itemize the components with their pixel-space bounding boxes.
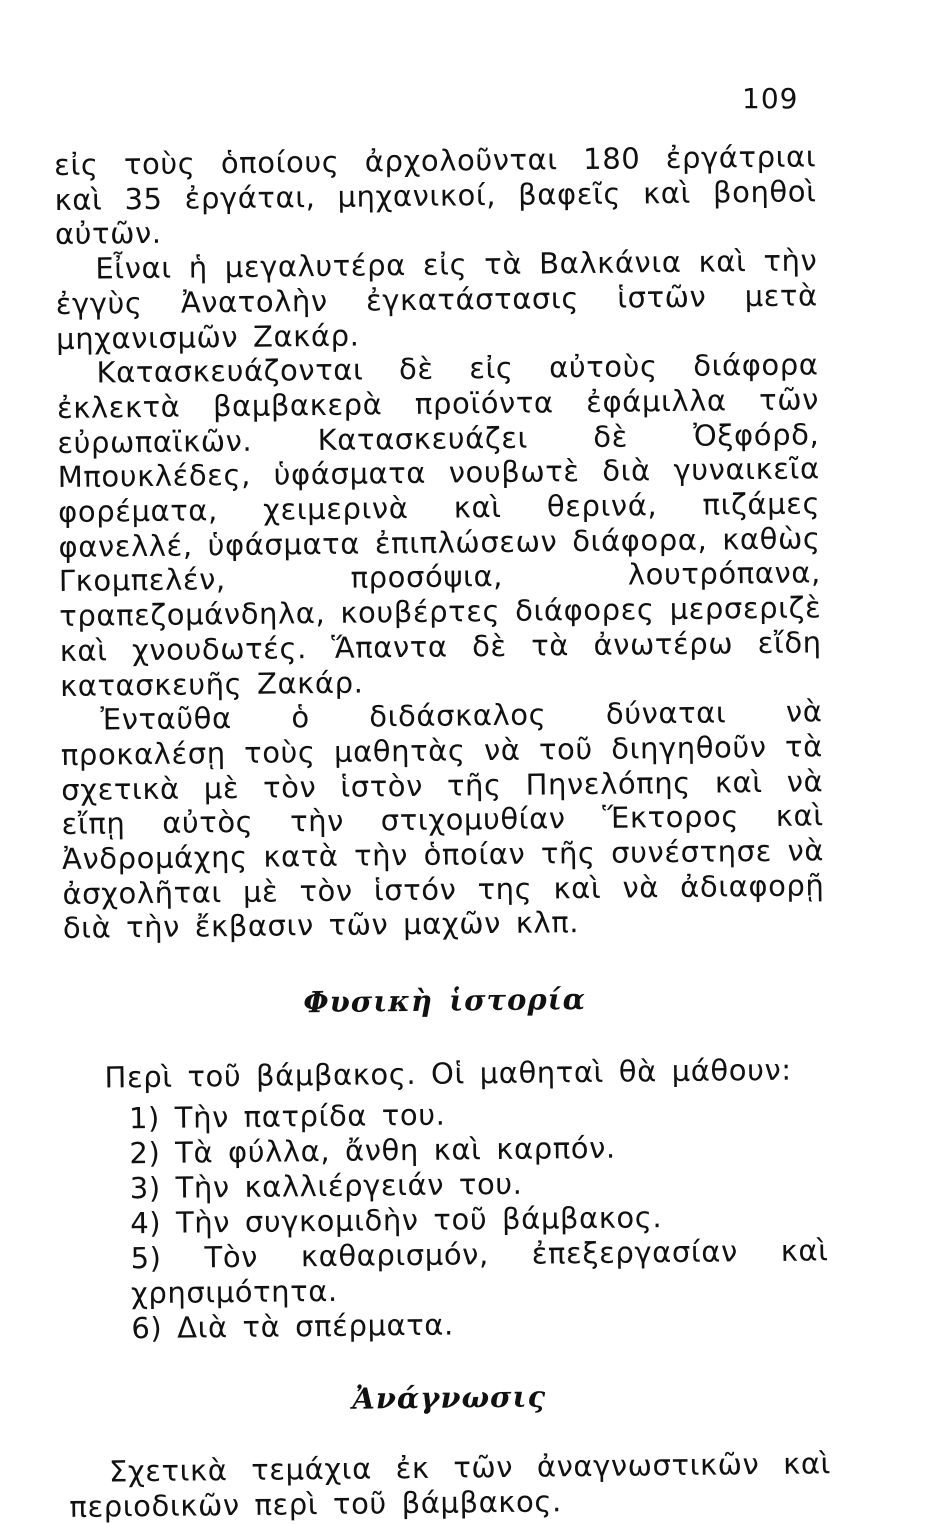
section-intro: Περὶ τοῦ βάμβακος. Οἱ μαθηταὶ θὰ μάθουν: xyxy=(104,1052,792,1095)
list-item: 6) Διὰ τὰ σπέρματα. xyxy=(131,1307,455,1345)
paragraph-balkans: Εἶναι ἡ μεγαλυτέρα εἰς τὰ Βαλκάνια καὶ τὴν ἐγγὺς Ἀνατολὴν ἐγκατάστασις ἱστῶν μετὰ μηχανισμῶν Ζακάρ. xyxy=(55,243,818,356)
page-number: 109 xyxy=(742,82,799,115)
list-item: 4) Τὴν συγκομιδὴν τοῦ βάμβακος. xyxy=(130,1199,663,1240)
paragraph-products: Κατασκευάζονται δὲ εἰς αὐτοὺς διάφορα ἐκλεκτὰ βαμβακερὰ προϊόντα ἐφάμιλλα τῶν εὐρωπαϊκῶν. Κατασκευάζει δὲ Ὀξφόρδ, Μπουκλέδες, ὑφάσματα νουβωτὲ διὰ γυναικεῖα φορέματα, χειμερινὰ καὶ θερινά, πιζάμες φανελλέ, ὑφάσματα ἐπιπλώσεων διάφορα, καθὼς Γκομπελέν, προσόψια, λουτρόπανα, τραπεζομάνδηλα, κουβέρτες διάφορες μερσεριζὲ καὶ χνουδωτές. Ἅπαντα δὲ τὰ ἀνωτέρω εἴδη κατασκευῆς Ζακάρ. xyxy=(56,347,822,703)
paragraph-continuation: εἰς τοὺς ὁποίους ἀρχολοῦνται 180 ἐργάτριαι καὶ 35 ἐργάται, μηχανικοί, βαφεῖς καὶ βοηθοὶ αὐτῶν. xyxy=(54,139,817,252)
body-text xyxy=(54,139,832,1524)
list-item: 5) Τὸν καθαρισμόν, ἐπεξεργασίαν καὶ χρησιμότητα. xyxy=(130,1232,829,1310)
list-item: 3) Τὴν καλλιέργειάν του. xyxy=(129,1166,523,1205)
section-heading-reading: Ἀνάγνωσις xyxy=(352,1379,547,1416)
learning-list xyxy=(65,1093,830,1347)
list-item: 2) Τὰ φύλλα, ἄνθη καὶ καρπόν. xyxy=(129,1130,616,1170)
section-heading-natural-history: Φυσικὴ ἱστορία xyxy=(303,982,587,1020)
list-item: 1) Τὴν πατρίδα του. xyxy=(128,1097,446,1135)
paragraph-teacher: Ἐνταῦθα ὁ διδάσκαλος δύναται νὰ προκαλέσῃ τοὺς μαθητὰς νὰ τοῦ διηγηθοῦν τὰ σχετικὰ μὲ τὸν ἱστὸν τῆς Πηνελόπης καὶ νὰ εἴπῃ αὐτὸς τὴν στιχομυθίαν Ἕκτορος καὶ Ἀνδρομάχης κατὰ τὴν ὁποίαν τῆς συνέστησε νὰ ἀσχολῆται μὲ τὸν ἱστόν της καὶ νὰ ἀδιαφορῇ διὰ τὴν ἔκβασιν τῶν μαχῶν κλπ. xyxy=(60,694,825,946)
reading-text: Σχετικὰ τεμάχια ἐκ τῶν ἀναγνωστικῶν καὶ περιοδικῶν περὶ τοῦ βάμβακος. xyxy=(69,1446,832,1524)
